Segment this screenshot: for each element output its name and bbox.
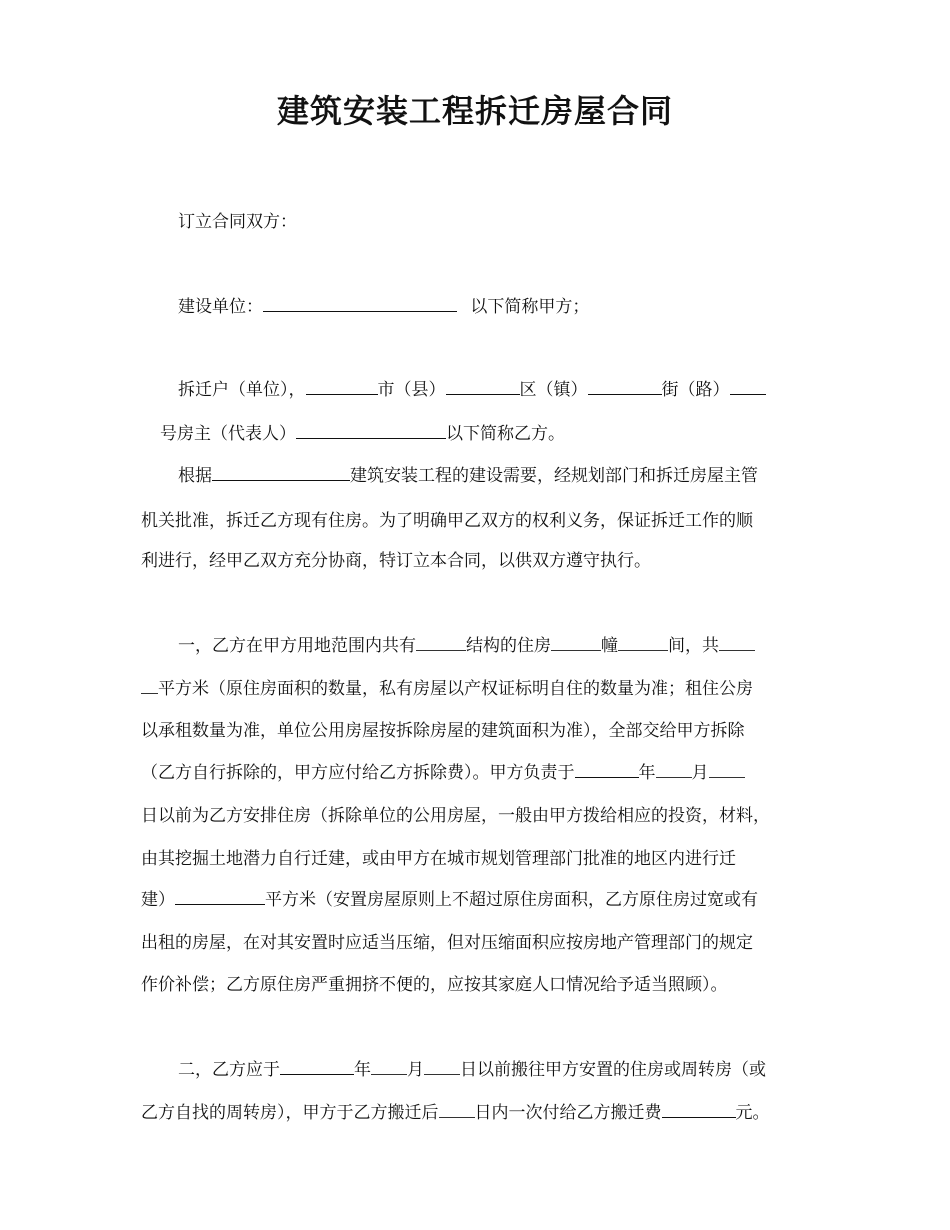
article1-line-7 [141, 887, 758, 913]
move-day-blank[interactable] [424, 1058, 460, 1075]
party-b-line-1 [178, 377, 766, 403]
total-area-blank-b[interactable] [141, 677, 158, 694]
city-label: 市（县） [377, 380, 446, 400]
article2-text-2a: 乙方自找的周转房），甲方于乙方搬迁后 [141, 1103, 439, 1123]
basis-line-2 [141, 508, 753, 534]
article1-text-1d: 间，共 [668, 636, 719, 656]
party-b-line-2 [160, 421, 565, 447]
article1-text-7b: 平方米（安置房屋原则上不超过原住房面积，乙方原住房过宽或有 [265, 890, 758, 910]
article2-line-2 [141, 1100, 770, 1126]
deadline-year-blank[interactable] [575, 761, 639, 778]
article2-text-1a: 二，乙方应于 [178, 1060, 280, 1080]
party-b-label: 拆迁户（单位）， [178, 380, 306, 400]
article1-text-7a: 建） [141, 890, 175, 910]
article2-line-1 [178, 1057, 766, 1083]
number-blank[interactable] [730, 378, 766, 395]
article1-text-1c: 幢 [601, 636, 618, 656]
payment-days-blank[interactable] [439, 1101, 475, 1118]
owner-blank[interactable] [296, 422, 446, 439]
district-blank[interactable] [446, 378, 520, 395]
basis-text-2: 机关批准，拆迁乙方现有住房。为了明确甲乙双方的权利义务，保证拆迁工作的顺 [141, 511, 753, 531]
article1-line-9 [141, 972, 728, 998]
party-a-label: 建设单位： [178, 297, 263, 317]
rooms-blank[interactable] [618, 634, 668, 651]
article1-line-3 [141, 718, 745, 744]
district-label: 区（镇） [519, 380, 588, 400]
article1-text-2: 平方米（原住房面积的数量，私有房屋以产权证标明自住的数量为准；租住公房 [158, 679, 753, 699]
article1-text-9: 作价补偿；乙方原住房严重拥挤不便的，应按其家庭人口情况给予适当照顾）。 [141, 975, 728, 995]
article1-text-8: 出租的房屋，在对其安置时应适当压缩，但对压缩面积应按房地产管理部门的规定 [141, 933, 753, 953]
project-blank[interactable] [212, 464, 350, 481]
move-month-blank[interactable] [371, 1058, 407, 1075]
article1-text-1a: 一，乙方在甲方用地范围内共有 [178, 636, 416, 656]
basis-prefix: 根据 [178, 466, 212, 486]
article1-line-1 [178, 633, 755, 659]
basis-line-3 [141, 548, 651, 574]
month-label: 月 [691, 763, 709, 783]
article1-line-5 [141, 803, 770, 829]
party-b-suffix: 以下简称乙方。 [446, 424, 565, 444]
year-label: 年 [638, 763, 656, 783]
buildings-blank[interactable] [551, 634, 601, 651]
deadline-month-blank[interactable] [656, 761, 692, 778]
article2-text-2b: 日内一次付给乙方搬迁费 [474, 1103, 662, 1123]
intro-line [178, 209, 297, 235]
party-a-blank[interactable] [263, 295, 457, 312]
article2-text-2c: 元。 [735, 1103, 770, 1123]
article1-text-1b: 结构的住房 [466, 636, 551, 656]
article1-line-8 [141, 930, 753, 956]
article2-month-label: 月 [407, 1060, 424, 1080]
resettle-area-blank[interactable] [175, 888, 265, 905]
city-blank[interactable] [306, 378, 378, 395]
article1-text-4a: （乙方自行拆除的，甲方应付给乙方拆除费）。甲方负责于 [141, 763, 575, 783]
street-blank[interactable] [588, 378, 662, 395]
basis-text-3: 利进行，经甲乙双方充分协商，特订立本合同，以供双方遵守执行。 [141, 551, 651, 571]
owner-label: 号房主（代表人） [160, 424, 296, 444]
article1-line-6 [141, 846, 736, 872]
total-area-blank-a[interactable] [719, 634, 755, 651]
structure-blank[interactable] [416, 634, 466, 651]
document-title: 建筑安装工程拆迁房屋合同 [276, 92, 673, 130]
party-a-suffix: 以下简称甲方； [470, 297, 590, 317]
move-year-blank[interactable] [280, 1058, 354, 1075]
street-label: 街（路） [661, 380, 730, 400]
deadline-day-blank-a[interactable] [709, 761, 745, 778]
basis-text-1: 建筑安装工程的建设需要，经规划部门和拆迁房屋主管 [350, 466, 758, 486]
article2-text-1d: 日以前搬往甲方安置的住房或周转房（或 [460, 1060, 766, 1080]
party-a-line [178, 294, 589, 320]
intro-text: 订立合同双方： [178, 212, 297, 232]
article1-line-4 [141, 760, 745, 786]
article1-text-6: 由其挖掘土地潜力自行迁建，或由甲方在城市规划管理部门批准的地区内进行迁 [141, 849, 736, 869]
article1-text-3: 以承租数量为准，单位公用房屋按拆除房屋的建筑面积为准），全部交给甲方拆除 [141, 721, 745, 741]
article2-year-label: 年 [354, 1060, 371, 1080]
article1-text-5: 日以前为乙方安排住房（拆除单位的公用房屋，一般由甲方拨给相应的投资，材料， [141, 806, 770, 826]
basis-line-1 [178, 463, 758, 489]
moving-fee-blank[interactable] [662, 1101, 736, 1118]
article1-line-2 [141, 676, 753, 702]
